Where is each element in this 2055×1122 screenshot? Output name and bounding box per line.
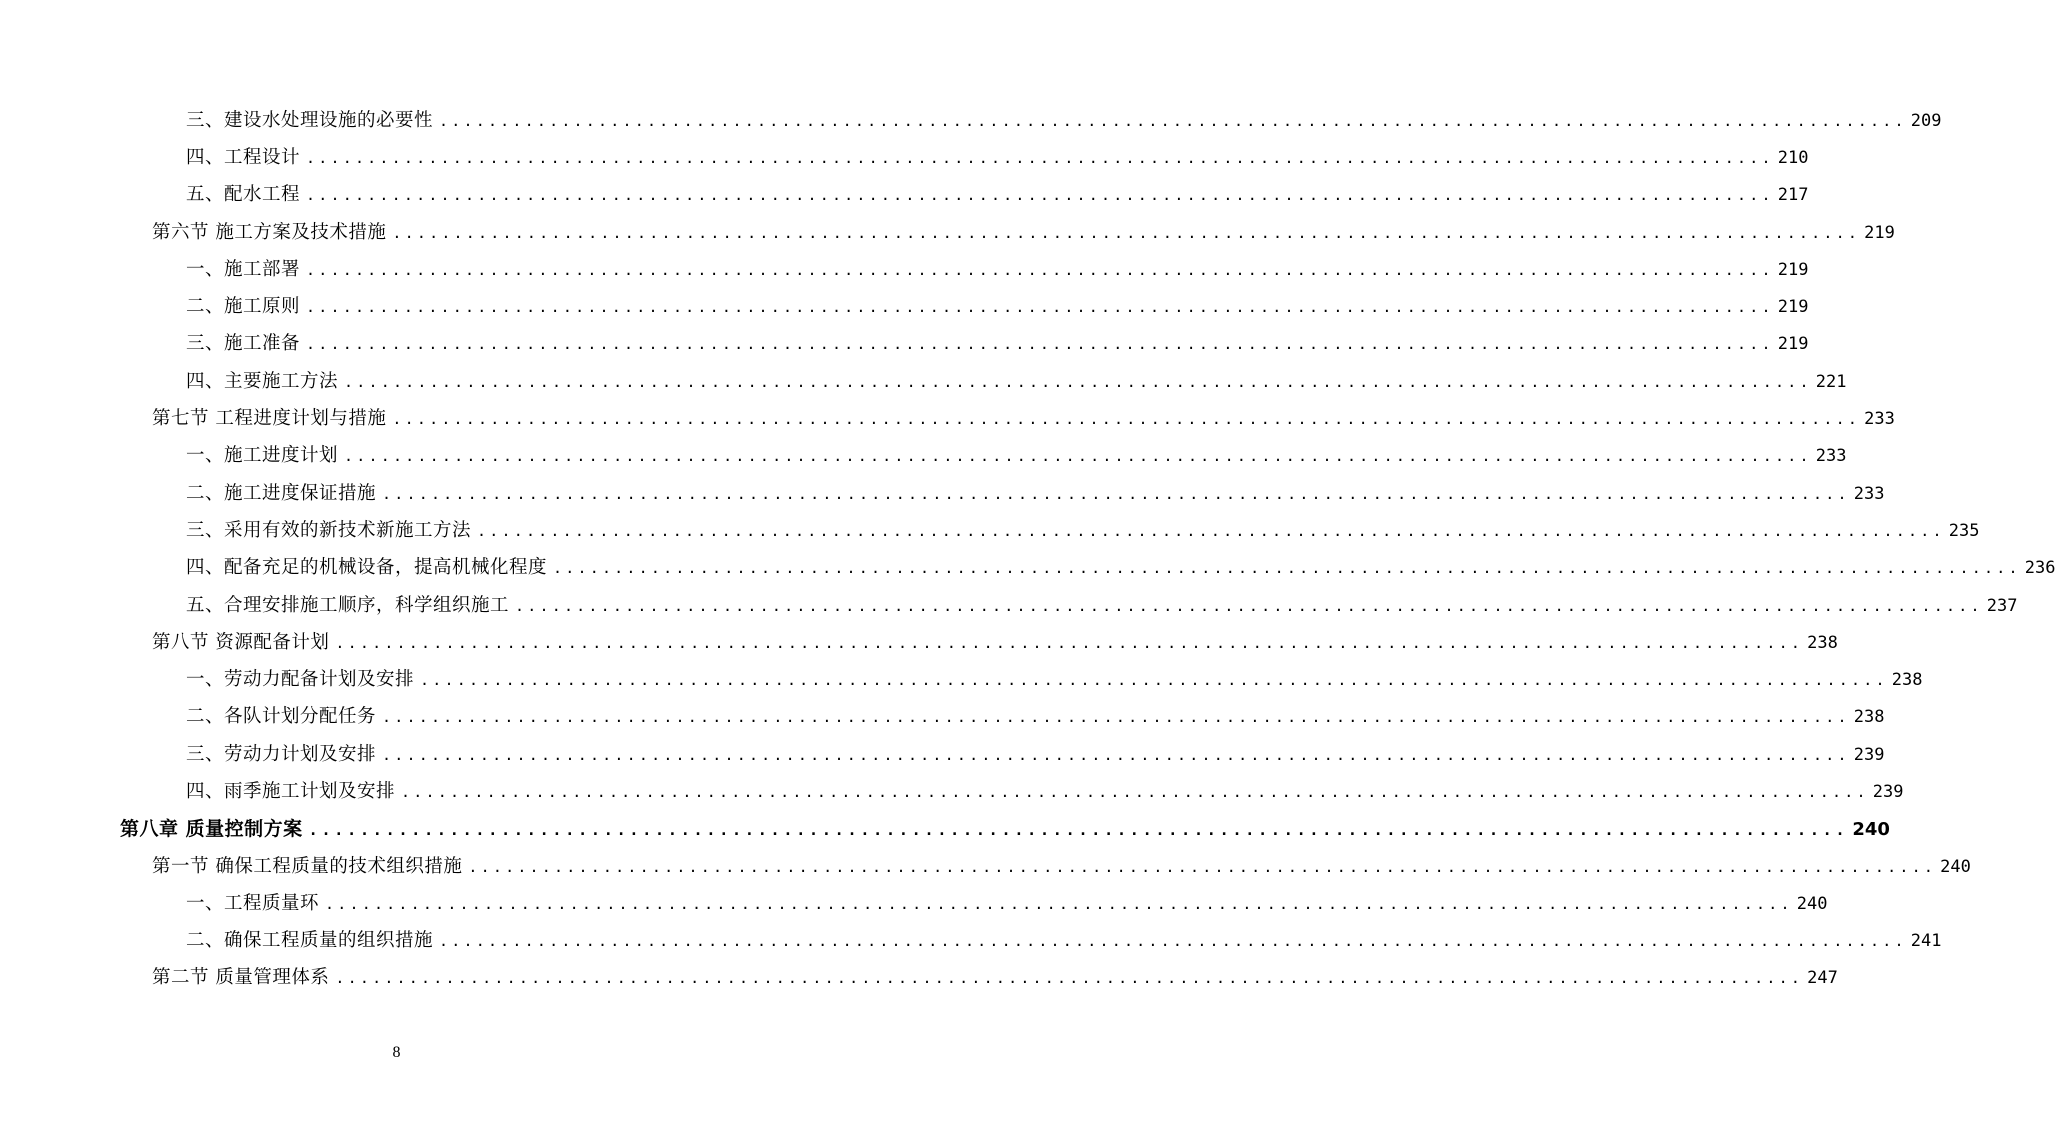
toc-entry-title: 第六节 施工方案及技术措施 [152, 221, 387, 243]
toc-dot-leader: ........................................................................................................................ [439, 111, 1907, 130]
toc-subsection-entry[interactable] [0, 548, 2055, 585]
toc-dot-leader: ........................................................................................................................ [325, 894, 1793, 913]
page-number: 8 [392, 1044, 401, 1061]
toc-dot-leader: ........................................................................................................................ [420, 671, 1888, 690]
toc-entry-title: 一、施工进度计划 [186, 445, 339, 467]
toc-subsection-entry[interactable] [0, 249, 1809, 286]
toc-dot-leader: ........................................................................................................................ [392, 410, 1861, 429]
toc-entry-row [152, 852, 1971, 878]
toc-entry-page-number: 236 [2024, 558, 2055, 579]
toc-dot-leader: ........................................................................................................................ [477, 521, 1945, 540]
toc-entry-title: 三、采用有效的新技术新施工方法 [186, 519, 472, 541]
toc-entry-page-number: 233 [1853, 483, 1885, 504]
toc-entry-title: 三、建设水处理设施的必要性 [186, 109, 434, 131]
toc-section-entry[interactable] [0, 846, 1971, 883]
toc-entry-page-number: 237 [1986, 595, 2018, 616]
toc-entry-row [186, 591, 2018, 617]
toc-entry-row [186, 329, 1809, 355]
toc-entry-page-number: 221 [1815, 371, 1847, 392]
toc-section-entry[interactable] [0, 212, 1895, 249]
toc-dot-leader: ........................................................................................................................ [392, 223, 1861, 242]
toc-entry-title: 第八节 资源配备计划 [152, 631, 330, 653]
toc-entry-page-number: 241 [1910, 931, 1942, 952]
toc-entry-row [186, 255, 1809, 281]
toc-entry-title: 一、施工部署 [186, 258, 301, 280]
toc-entry-title: 第七节 工程进度计划与措施 [152, 408, 387, 430]
toc-entry-page-number: 239 [1853, 744, 1885, 765]
table-of-contents [0, 100, 2055, 995]
toc-entry-page-number: 219 [1777, 334, 1809, 355]
toc-subsection-entry[interactable] [0, 771, 1904, 808]
toc-dot-leader: ........................................................................................................................ [401, 782, 1869, 801]
toc-entry-row [186, 740, 1885, 766]
toc-entry-title: 三、劳动力计划及安排 [186, 743, 377, 765]
toc-entry-page-number: 240 [1940, 856, 1971, 877]
toc-entry-title: 五、配水工程 [186, 184, 301, 206]
toc-dot-leader: ........................................................................................................................ [306, 335, 1774, 354]
toc-entry-title: 二、施工原则 [186, 296, 301, 318]
toc-entry-title: 一、劳动力配备计划及安排 [186, 669, 415, 691]
toc-entry-row [186, 926, 1942, 952]
toc-entry-row [186, 367, 1847, 393]
toc-entry-row [186, 143, 1809, 169]
toc-section-entry[interactable] [0, 958, 1838, 995]
toc-entry-row [186, 665, 1923, 691]
toc-entry-page-number: 240 [1852, 818, 1890, 840]
toc-subsection-entry[interactable] [0, 436, 1847, 473]
toc-entry-page-number: 240 [1796, 893, 1828, 914]
toc-entry-title: 第二节 质量管理体系 [152, 967, 330, 989]
toc-subsection-entry[interactable] [0, 175, 1809, 212]
toc-dot-leader: ........................................................................................................................ [308, 820, 1849, 839]
toc-entry-page-number: 209 [1910, 110, 1942, 131]
toc-entry-title: 一、工程质量环 [186, 892, 320, 914]
toc-subsection-entry[interactable] [0, 734, 1885, 771]
toc-entry-title: 第一节 确保工程质量的技术组织措施 [152, 855, 463, 877]
toc-entry-page-number: 247 [1807, 968, 1838, 989]
toc-subsection-entry[interactable] [0, 361, 1847, 398]
toc-entry-title: 四、工程设计 [186, 146, 301, 168]
toc-entry-row [186, 441, 1847, 467]
toc-entry-row [186, 180, 1809, 206]
toc-entry-page-number: 239 [1872, 781, 1904, 802]
toc-subsection-entry[interactable] [0, 510, 1980, 547]
toc-entry-title: 四、配备充足的机械设备，提高机械化程度 [186, 557, 548, 579]
toc-entry-title: 二、确保工程质量的组织措施 [186, 930, 434, 952]
toc-dot-leader: ........................................................................................................................ [382, 745, 1850, 764]
toc-entry-title: 四、主要施工方法 [186, 370, 339, 392]
toc-entry-row [152, 963, 1838, 989]
toc-subsection-entry[interactable] [0, 286, 1809, 323]
toc-entry-title: 二、施工进度保证措施 [186, 482, 377, 504]
toc-section-entry[interactable] [0, 398, 1895, 435]
toc-entry-page-number: 233 [1815, 446, 1847, 467]
toc-entry-page-number: 238 [1807, 632, 1838, 653]
toc-subsection-entry[interactable] [0, 585, 2018, 622]
toc-entry-row [186, 889, 1828, 915]
toc-subsection-entry[interactable] [0, 473, 1885, 510]
toc-entry-title: 三、施工准备 [186, 333, 301, 355]
toc-subsection-entry[interactable] [0, 921, 1942, 958]
toc-entry-row [120, 814, 1890, 841]
toc-entry-row [186, 553, 2055, 579]
toc-entry-page-number: 219 [1777, 259, 1809, 280]
toc-entry-page-number: 238 [1853, 707, 1885, 728]
toc-entry-title: 四、雨季施工计划及安排 [186, 780, 396, 802]
toc-section-entry[interactable] [0, 622, 1838, 659]
toc-entry-title: 五、合理安排施工顺序，科学组织施工 [186, 594, 510, 616]
toc-entry-row [186, 292, 1809, 318]
toc-entry-title: 二、各队计划分配任务 [186, 706, 377, 728]
toc-subsection-entry[interactable] [0, 324, 1809, 361]
toc-subsection-entry[interactable] [0, 137, 1809, 174]
toc-dot-leader: ........................................................................................................................ [335, 969, 1804, 988]
toc-dot-leader: ........................................................................................................................ [335, 633, 1804, 652]
toc-entry-page-number: 217 [1777, 185, 1809, 206]
toc-dot-leader: ........................................................................................................................ [306, 148, 1774, 167]
toc-dot-leader: ........................................................................................................................ [382, 708, 1850, 727]
toc-dot-leader: ........................................................................................................................ [306, 260, 1774, 279]
toc-entry-row [152, 404, 1895, 430]
toc-subsection-entry[interactable] [0, 697, 1885, 734]
toc-entry-title: 第八章 质量控制方案 [120, 817, 303, 840]
toc-dot-leader: ........................................................................................................................ [344, 447, 1812, 466]
toc-entry-row [152, 628, 1838, 654]
toc-entry-row [186, 479, 1885, 505]
toc-subsection-entry[interactable] [0, 659, 1923, 696]
toc-entry-page-number: 235 [1948, 520, 1980, 541]
toc-chapter-entry[interactable] [0, 809, 1890, 846]
toc-dot-leader: ........................................................................................................................ [468, 857, 1937, 876]
toc-dot-leader: ........................................................................................................................ [382, 484, 1850, 503]
toc-dot-leader: ........................................................................................................................ [344, 372, 1812, 391]
toc-entry-page-number: 233 [1864, 409, 1895, 430]
toc-entry-row [186, 106, 1942, 132]
toc-entry-row [186, 702, 1885, 728]
toc-entry-row [186, 777, 1904, 803]
toc-entry-page-number: 219 [1777, 297, 1809, 318]
toc-dot-leader: ........................................................................................................................ [515, 596, 1983, 615]
toc-subsection-entry[interactable] [0, 100, 1942, 137]
toc-dot-leader: ........................................................................................................................ [553, 559, 2021, 578]
toc-entry-page-number: 219 [1864, 222, 1895, 243]
toc-entry-row [186, 516, 1980, 542]
toc-dot-leader: ........................................................................................................................ [306, 298, 1774, 317]
toc-entry-row [152, 218, 1895, 244]
toc-dot-leader: ........................................................................................................................ [439, 932, 1907, 951]
toc-dot-leader: ........................................................................................................................ [306, 186, 1774, 205]
toc-entry-page-number: 210 [1777, 147, 1809, 168]
toc-subsection-entry[interactable] [0, 883, 1828, 920]
toc-entry-page-number: 238 [1891, 670, 1923, 691]
